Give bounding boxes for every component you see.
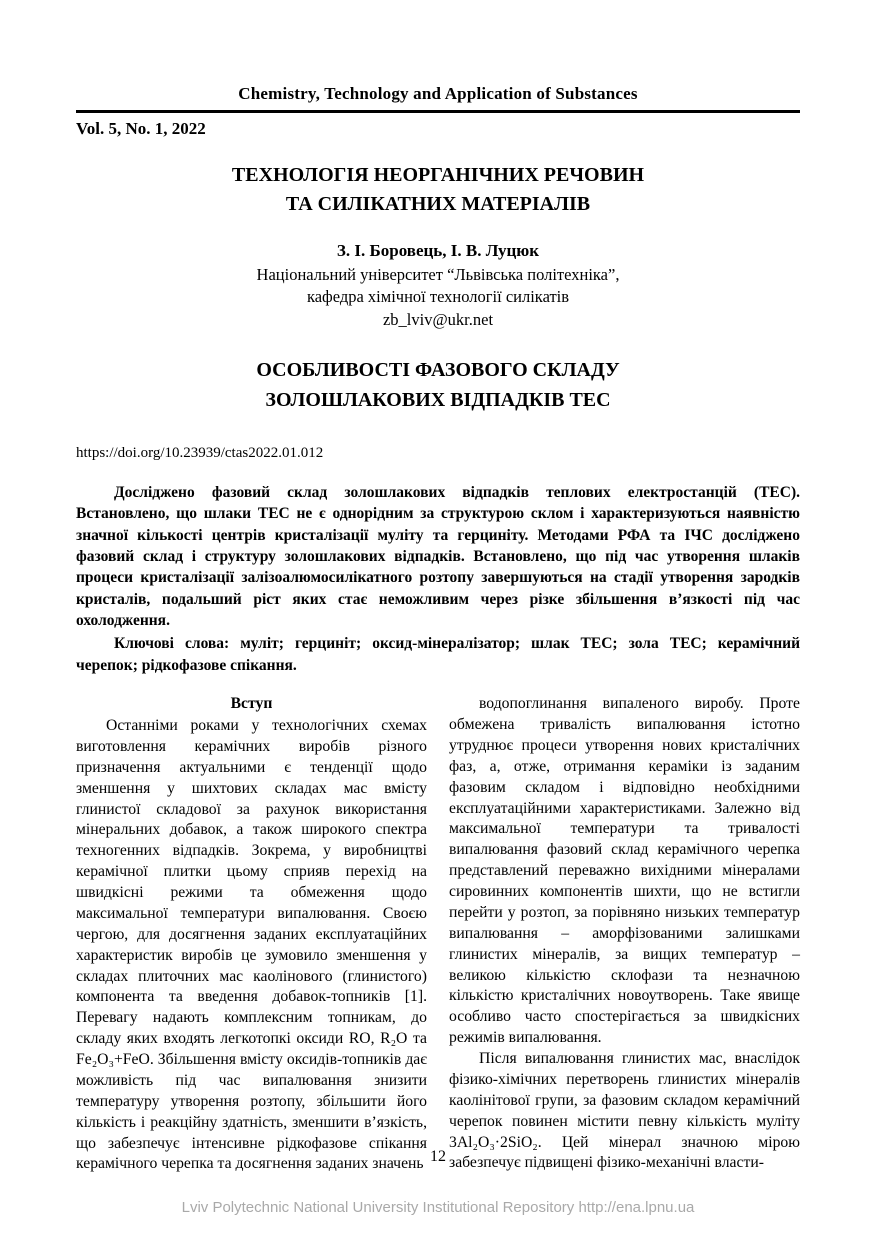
section-title-line1: ТЕХНОЛОГІЯ НЕОРГАНІЧНИХ РЕЧОВИН bbox=[231, 164, 645, 186]
affiliation-university: Національний університет “Львівська політехніка”, bbox=[256, 265, 620, 284]
right-column bbox=[449, 694, 800, 1175]
abstract-paragraph: Досліджено фазовий склад золошлакових відпадків теплових електростанцій (ТЕС). Встановлено, що шлаки ТЕС не є однорідним за структурою склом і характеризуються наявністю значної кількості центрів кристалізації муліту та герциніту. Методами РФА та ІЧС досліджено фазовий склад і структуру золошлакових відпадків. Встановлено, що під час утворення шлаків процеси кристалізації залізоалюмосилікатного розтопу завершуються на стадії утворення зародків кристалів, подальший ріст яких стає неможливим через різке збільшення в’язкості під час охолодження. bbox=[76, 483, 800, 630]
authors: З. І. Боровець, І. В. Луцюк bbox=[336, 241, 540, 260]
repository-footer: Lviv Polytechnic National University Institutional Repository http://ena.lpnu.ua bbox=[181, 1199, 695, 1216]
right-column-paragraph-1: водопоглинання випаленого виробу. Проте обмежена тривалість випалювання істотно утруднює процеси утворення нових кристалічних фаз, а, отже, отримання кераміки із заданим фазовим складом і відповідно необхідними експлуатаційними характеристиками. Залежно від максимальної температури та тривалості випалювання фазовий склад керамічного черепка представлений переважно вихідними мінералами сировинних компонентів шихти, що не встигли перейти у розтоп, за порівняно низьких температур випалювання – аморфізованими залишками глинистих мінералів, за вищих температур – великою кількістю склофази та незначною кількістю кристалічних новоутворень. Таке явище особливо часто спостерігається за швидкісних режимів випалювання. bbox=[449, 695, 800, 1047]
volume-issue: Vol. 5, No. 1, 2022 bbox=[76, 119, 206, 138]
doi-link[interactable]: https://doi.org/10.23939/ctas2022.01.012 bbox=[76, 444, 324, 461]
section-title-line2: ТА СИЛІКАТНИХ МАТЕРІАЛІВ bbox=[285, 193, 591, 215]
section-title bbox=[76, 161, 800, 219]
article-title-line1: ОСОБЛИВОСТІ ФАЗОВОГО СКЛАДУ bbox=[256, 358, 620, 381]
left-column bbox=[76, 694, 427, 1175]
two-column-body bbox=[76, 694, 800, 1175]
header-rule bbox=[76, 110, 800, 113]
page-number: 12 bbox=[430, 1148, 446, 1165]
journal-title: Chemistry, Technology and Application of Substances bbox=[238, 84, 638, 103]
article-title bbox=[76, 355, 800, 415]
affiliation-department: кафедра хімічної технології силікатів bbox=[306, 287, 570, 307]
intro-heading: Вступ bbox=[230, 695, 273, 713]
affiliation-block bbox=[76, 264, 800, 331]
email-link[interactable]: zb_lviv@ukr.net bbox=[382, 309, 494, 329]
right-column-paragraph-2: Після випалювання глинистих мас, внаслідок фізико-хімічних перетворень глинистих мінералів каолінітової групи, за фазовим складом керамічний черепок повинен містити певну кількість муліту 3Al₂O₃·2SiO₂. Цей мінерал значною мірою забезпечує підвищені фізико-механічні власти- bbox=[449, 1050, 800, 1172]
keywords-paragraph: Ключові слова: муліт; герциніт; оксид-мінералізатор; шлак ТЕС; зола ТЕС; керамічний черепок; рідкофазове спікання. bbox=[76, 635, 800, 674]
left-column-paragraph: Останніми роками у технологічних схемах виготовлення керамічних виробів різного призначення актуальними є тенденції щодо зменшення у шихтових складах мас вмісту глинистої складової за рахунок використання мінеральних добавок, а також широкого спектра техногенних відпадків. Зокрема, у виробництві керамічної плитки цьому сприяв перехід на швидкісні режими та обмеження щодо максимальної температури випалювання. Своєю чергою, для досягнення заданих експлуатаційних характеристик виробів це зумовило зменшення у складах плиточних мас каолінового (глинистого) компонента та введення добавок-топників [1]. Перевагу надають комплексним топникам, до складу яких входять легкотопкі оксиди RO, R₂O та Fe₂O₃+FeO. Збільшення вмісту оксидів-топників дає можливість під час випалювання знизити температуру утворення розтопу, збільшити його кількість і реакційну здатність, зменшити в’язкість, що забезпечує інтенсивне рідкофазове спікання керамічного черепка та досягнення заданих значень bbox=[76, 717, 427, 1173]
article-title-line2: ЗОЛОШЛАКОВИХ ВІДПАДКІВ ТЕС bbox=[265, 388, 611, 411]
